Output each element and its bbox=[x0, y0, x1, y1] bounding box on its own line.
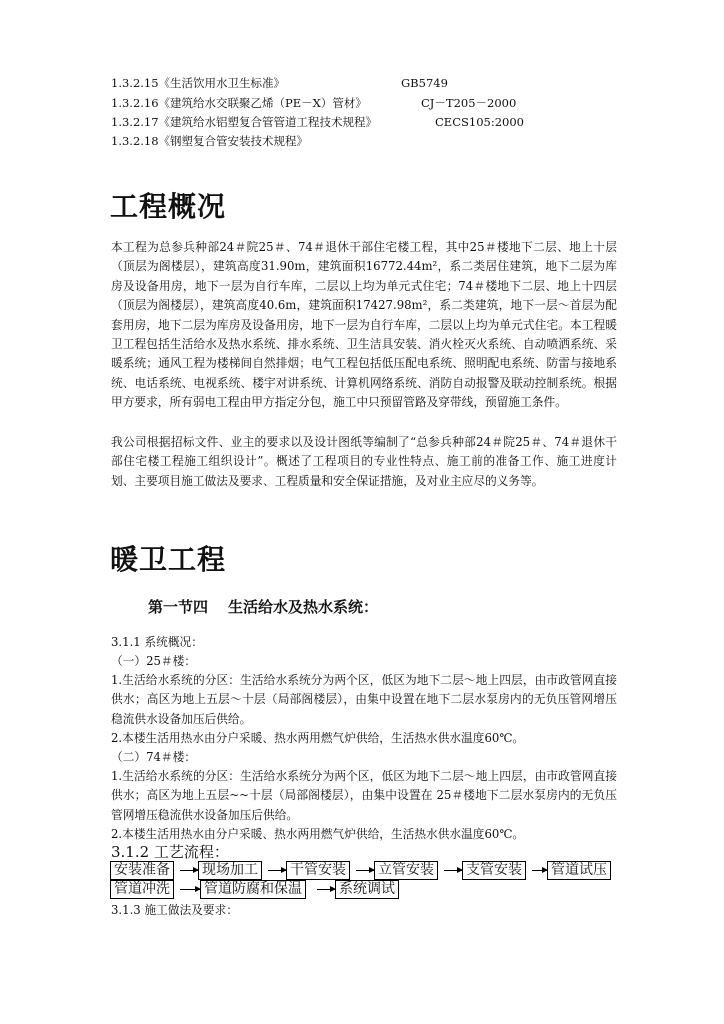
flow-step: 管道防腐和保温 bbox=[200, 880, 306, 899]
flow-step: 支管安装 bbox=[462, 861, 526, 880]
overview-paragraph: 本工程为总参兵种部24＃院25＃、74＃退休干部住宅楼工程，其中25＃楼地下二层、地上十层（顶层为阁楼层），建筑高度31.90m，建筑面积16772.44m²，系二类居住建筑，地下二层为库房及设备用房，地下一层为自行车库，二层以上均为单元式住宅；74＃楼地下二层、地上十四层（顶层为阁楼层），建筑高度40.6m，建筑面积17427.98m²，系二类建筑，地下一层～首层为配套用房，地下二层为库房及设备用房，地下一层为自行车库，二层以上均为单元式住宅。本工程暖卫工程包括生活给水及热水系统、排水系统、卫生洁具安装、消火栓灭火系统、自动喷洒系统、采暖系统；通风工程为楼梯间自然排烟；电气工程包括低压配电系统、照明配电系统、防雷与接地系统、电话系统、电视系统、楼宇对讲系统、计算机网络系统、消防自动报警及联动控制系统。根据甲方要求，所有弱电工程由甲方指定分包，施工中只预留管路及穿带线，预留施工条件。 bbox=[111, 240, 617, 410]
flow-step: 管道试压 bbox=[547, 861, 611, 880]
flow-arrow bbox=[268, 870, 286, 871]
overview-paragraph-2: 我公司根据招标文件、业主的要求以及设计图纸等编制了“总参兵种部24＃院25＃、74＃退休干部住宅楼工程施工组织设计”。概述了工程项目的专业性特点、施工前的准备工作、施工进度计划、主要项目施工做法及要求、工程质量和安全保证措施，及对业主应尽的义务等。 bbox=[111, 435, 617, 488]
flow-step: 安装准备 bbox=[110, 861, 174, 880]
flow-step: 现场加工 bbox=[198, 861, 262, 880]
reference-title: 1.3.2.16《建筑给水交联聚乙烯（PE－X）管材》 bbox=[111, 96, 367, 110]
building-74-item-1: 1.生活给水系统的分区：生活给水系统分为两个区，低区为地下二层～地上四层，由市政管网直接供水；高区为地上五层~~十层（局部阁楼层），由集中设置在 25＃楼地下二层水泵房内的无负压管网增压稳流供水设备加压后供给。 bbox=[111, 769, 617, 822]
building-74-item-2: 2.本楼生活用热水由分户采暖、热水两用燃气炉供给，生活热水供水温度60℃。 bbox=[111, 827, 525, 841]
subsection-313: 3.1.3 施工做法及要求： bbox=[111, 903, 238, 917]
flow-arrow bbox=[317, 889, 335, 890]
flow-arrow bbox=[180, 889, 200, 890]
section-label: 第一节四 bbox=[148, 598, 209, 616]
overview-heading: 工程概况 bbox=[110, 190, 227, 223]
flow-step: 干管安装 bbox=[286, 861, 350, 880]
reference-code: CECS105:2000 bbox=[435, 115, 524, 129]
flow-arrow bbox=[532, 870, 547, 871]
building-25-item-2: 2.本楼生活用热水由分户采暖、热水两用燃气炉供给，生活热水供水温度60℃。 bbox=[111, 731, 525, 745]
flow-arrow bbox=[356, 870, 374, 871]
flow-step: 立管安装 bbox=[374, 861, 438, 880]
building-74-label: （二）74＃楼： bbox=[111, 750, 196, 764]
reference-title: 1.3.2.15《生活饮用水卫生标准》 bbox=[111, 76, 286, 90]
flow-step: 系统调试 bbox=[335, 880, 399, 899]
reference-title: 1.3.2.17《建筑给水铝塑复合管管道工程技术规程》 bbox=[111, 115, 378, 129]
flow-arrow bbox=[444, 870, 462, 871]
reference-code: CJ－T205－2000 bbox=[421, 96, 517, 110]
reference-title: 1.3.2.18《钢塑复合管安装技术规程》 bbox=[111, 134, 309, 148]
building-25-item-1: 1.生活给水系统的分区：生活给水系统分为两个区，低区为地下二层～地上四层，由市政管网直接供水；高区为地上五层～十层（局部阁楼层），由集中设置在地下二层水泵房内的无负压管网增压稳流供水设备加压后供给。 bbox=[111, 673, 617, 726]
subsection-312: 3.1.2 工艺流程： bbox=[111, 843, 229, 861]
section-name: 生活给水及热水系统： bbox=[228, 598, 379, 616]
reference-code: GB5749 bbox=[401, 76, 448, 90]
flow-arrow bbox=[180, 870, 198, 871]
building-25-label: （一）25＃楼： bbox=[111, 654, 196, 668]
plumbing-heading: 暖卫工程 bbox=[110, 543, 227, 576]
subsection-311: 3.1.1 系统概况： bbox=[111, 635, 203, 649]
flow-step: 管道冲洗 bbox=[110, 880, 174, 899]
